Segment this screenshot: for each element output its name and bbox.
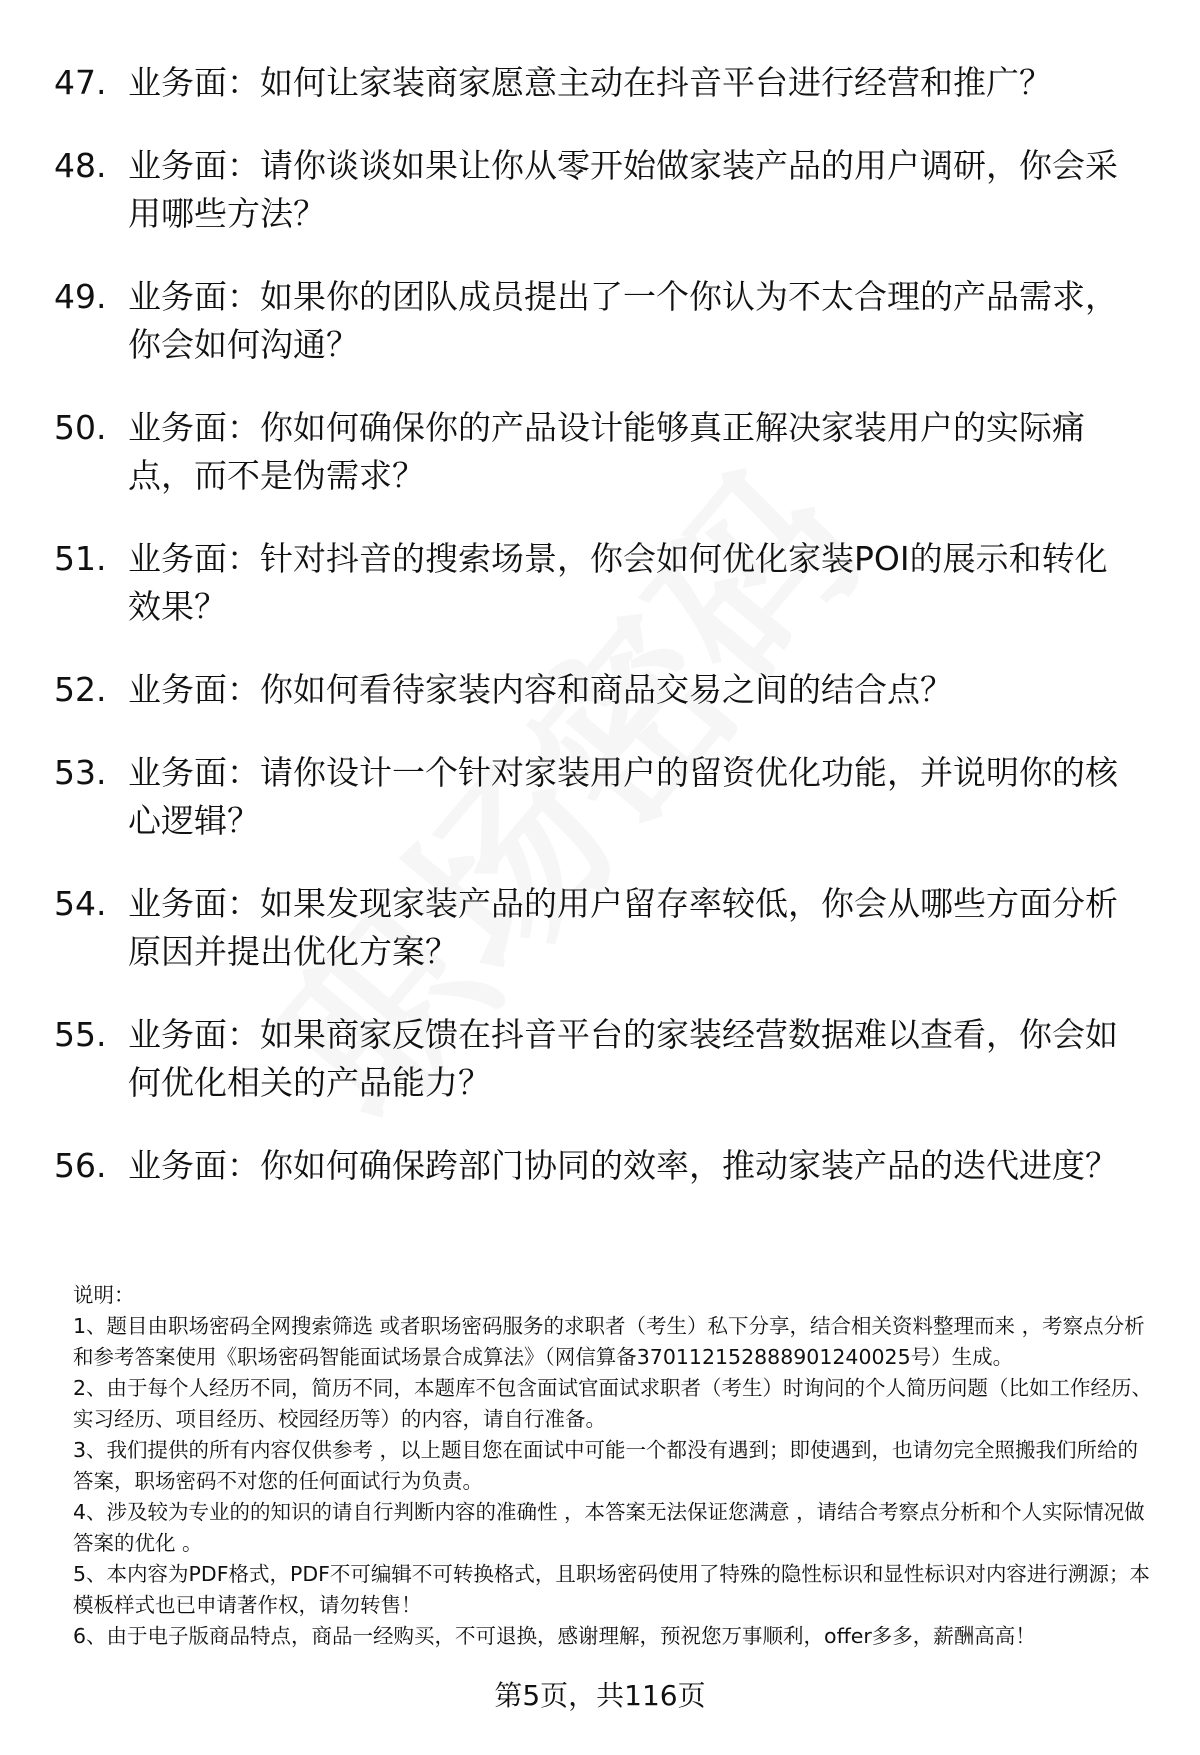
note-item: 4、涉及较为专业的的知识的请自行判断内容的准确性 ，本答案无法保证您满意 ，请结合考察点分析和个人实际情况做答案的优化 。	[73, 1500, 1145, 1555]
question-text: 业务面：如果你的团队成员提出了一个你认为不太合理的产品需求，你会如何沟通？	[128, 277, 1118, 364]
notes-title: 说明：	[73, 1283, 135, 1307]
note-item: 2、由于每个人经历不同，简历不同，本题库不包含面试官面试求职者（考生）时询问的个人简历问题（比如工作经历、实习经历、项目经历、校园经历等）的内容，请自行准备。	[73, 1376, 1153, 1431]
note-item: 1、题目由职场密码全网搜索筛选 或者职场密码服务的求职者（考生）私下分享，结合相关资料整理而来 ，考察点分析和参考答案使用《职场密码智能面试场景合成算法》（网信算备370112152888901240025号）生成。	[73, 1314, 1145, 1369]
question-item	[0, 273, 1200, 369]
question-text: 业务面：你如何确保你的产品设计能够真正解决家装用户的实际痛点，而不是伪需求？	[128, 408, 1085, 495]
question-text: 业务面：如果商家反馈在抖音平台的家装经营数据难以查看，你会如何优化相关的产品能力？	[128, 1015, 1118, 1102]
question-number: 51.	[54, 539, 107, 578]
question-item	[0, 142, 1200, 238]
question-item	[0, 404, 1200, 500]
notes-section	[73, 1280, 1153, 1652]
question-number: 56.	[54, 1146, 107, 1185]
question-text: 业务面：请你谈谈如果让你从零开始做家装产品的用户调研，你会采用哪些方法？	[128, 146, 1118, 233]
question-text: 业务面：你如何确保跨部门协同的效率，推动家装产品的迭代进度？	[128, 1146, 1118, 1185]
question-item	[0, 749, 1200, 845]
question-number: 48.	[54, 146, 107, 185]
question-number: 55.	[54, 1015, 107, 1054]
question-text: 业务面：如果发现家装产品的用户留存率较低，你会从哪些方面分析原因并提出优化方案？	[128, 884, 1118, 971]
question-item	[0, 1142, 1200, 1190]
question-list	[0, 59, 1200, 1225]
note-item: 3、我们提供的所有内容仅供参考 ，以上题目您在面试中可能一个都没有遇到；即使遇到，也请勿完全照搬我们所给的答案，职场密码不对您的任何面试行为负责。	[73, 1438, 1139, 1493]
question-item	[0, 535, 1200, 631]
question-text: 业务面：你如何看待家装内容和商品交易之间的结合点？	[128, 670, 953, 709]
question-item	[0, 880, 1200, 976]
question-number: 53.	[54, 753, 107, 792]
question-text: 业务面：请你设计一个针对家装用户的留资优化功能，并说明你的核心逻辑？	[128, 753, 1118, 840]
question-number: 52.	[54, 670, 107, 709]
question-text: 业务面：针对抖音的搜索场景，你会如何优化家装POI的展示和转化效果？	[128, 539, 1108, 626]
question-item	[0, 666, 1200, 714]
question-number: 50.	[54, 408, 107, 447]
page-number: 第5页，共116页	[494, 1679, 706, 1712]
question-number: 47.	[54, 63, 107, 102]
question-number: 54.	[54, 884, 107, 923]
note-item: 6、由于电子版商品特点，商品一经购买，不可退换，感谢理解，预祝您万事顺利，offer多多，薪酬高高！	[73, 1624, 1036, 1648]
question-number: 49.	[54, 277, 107, 316]
question-item	[0, 1011, 1200, 1107]
question-item	[0, 59, 1200, 107]
question-text: 业务面：如何让家装商家愿意主动在抖音平台进行经营和推广？	[128, 63, 1052, 102]
note-item: 5、本内容为PDF格式，PDF不可编辑不可转换格式，且职场密码使用了特殊的隐性标识和显性标识对内容进行溯源；本模板样式也已申请著作权，请勿转售！	[73, 1562, 1150, 1617]
